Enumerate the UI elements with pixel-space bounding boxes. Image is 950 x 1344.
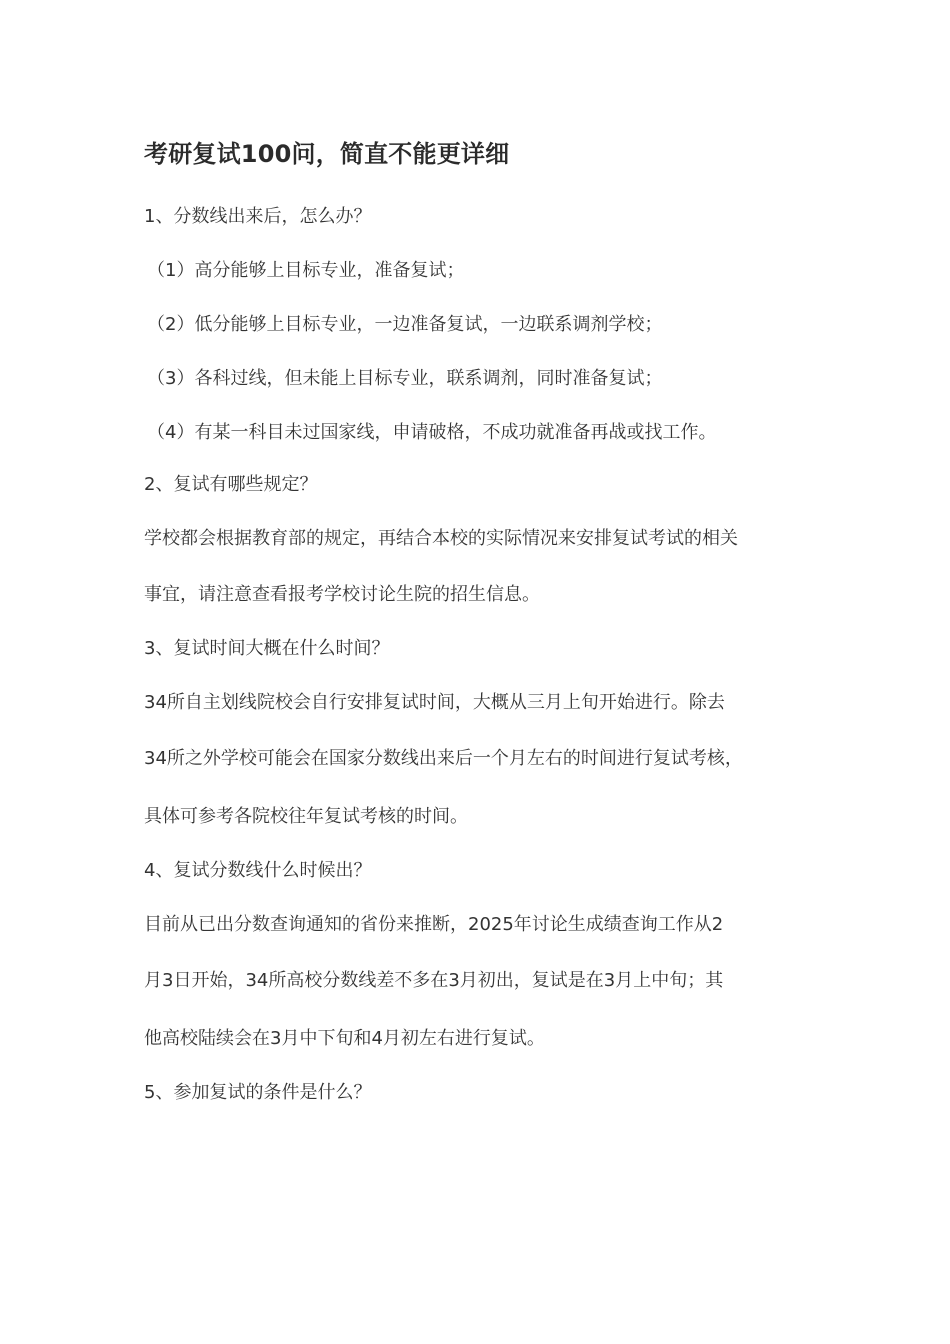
paragraph-line: 他高校陆续会在3月中下旬和4月初左右进行复试。 [144, 1028, 545, 1049]
question-heading-3: 3、复试时间大概在什么时间？ [144, 638, 390, 659]
paragraph-line: 具体可参考各院校往年复试考核的时间。 [144, 806, 468, 827]
question-heading-1: 1、分数线出来后，怎么办？ [144, 206, 372, 227]
answer-item-1: （1）高分能够上目标专业，准备复试； [147, 260, 465, 281]
question-heading-5: 5、参加复试的条件是什么？ [144, 1082, 372, 1103]
page-title: 考研复试100问，简直不能更详细 [144, 140, 510, 168]
paragraph-line: 目前从已出分数查询通知的省份来推断，2025年讨论生成绩查询工作从2 [144, 914, 724, 935]
paragraph-line: 月3日开始，34所高校分数线差不多在3月初出，复试是在3月上中旬；其 [144, 970, 724, 991]
answer-item-4: （4）有某一科目未过国家线，申请破格，不成功就准备再战或找工作。 [147, 422, 717, 443]
paragraph-line: 34所之外学校可能会在国家分数线出来后一个月左右的时间进行复试考核， [144, 748, 743, 769]
question-heading-2: 2、复试有哪些规定？ [144, 474, 318, 495]
paragraph-line: 34所自主划线院校会自行安排复试时间，大概从三月上旬开始进行。除去 [144, 692, 725, 713]
paragraph-line: 学校都会根据教育部的规定，再结合本校的实际情况来安排复试考试的相关 [144, 528, 738, 549]
answer-item-3: （3）各科过线，但未能上目标专业，联系调剂，同时准备复试； [147, 368, 663, 389]
question-heading-4: 4、复试分数线什么时候出？ [144, 860, 372, 881]
answer-item-2: （2）低分能够上目标专业，一边准备复试，一边联系调剂学校； [147, 314, 663, 335]
paragraph-line: 事宜，请注意查看报考学校讨论生院的招生信息。 [144, 584, 540, 605]
